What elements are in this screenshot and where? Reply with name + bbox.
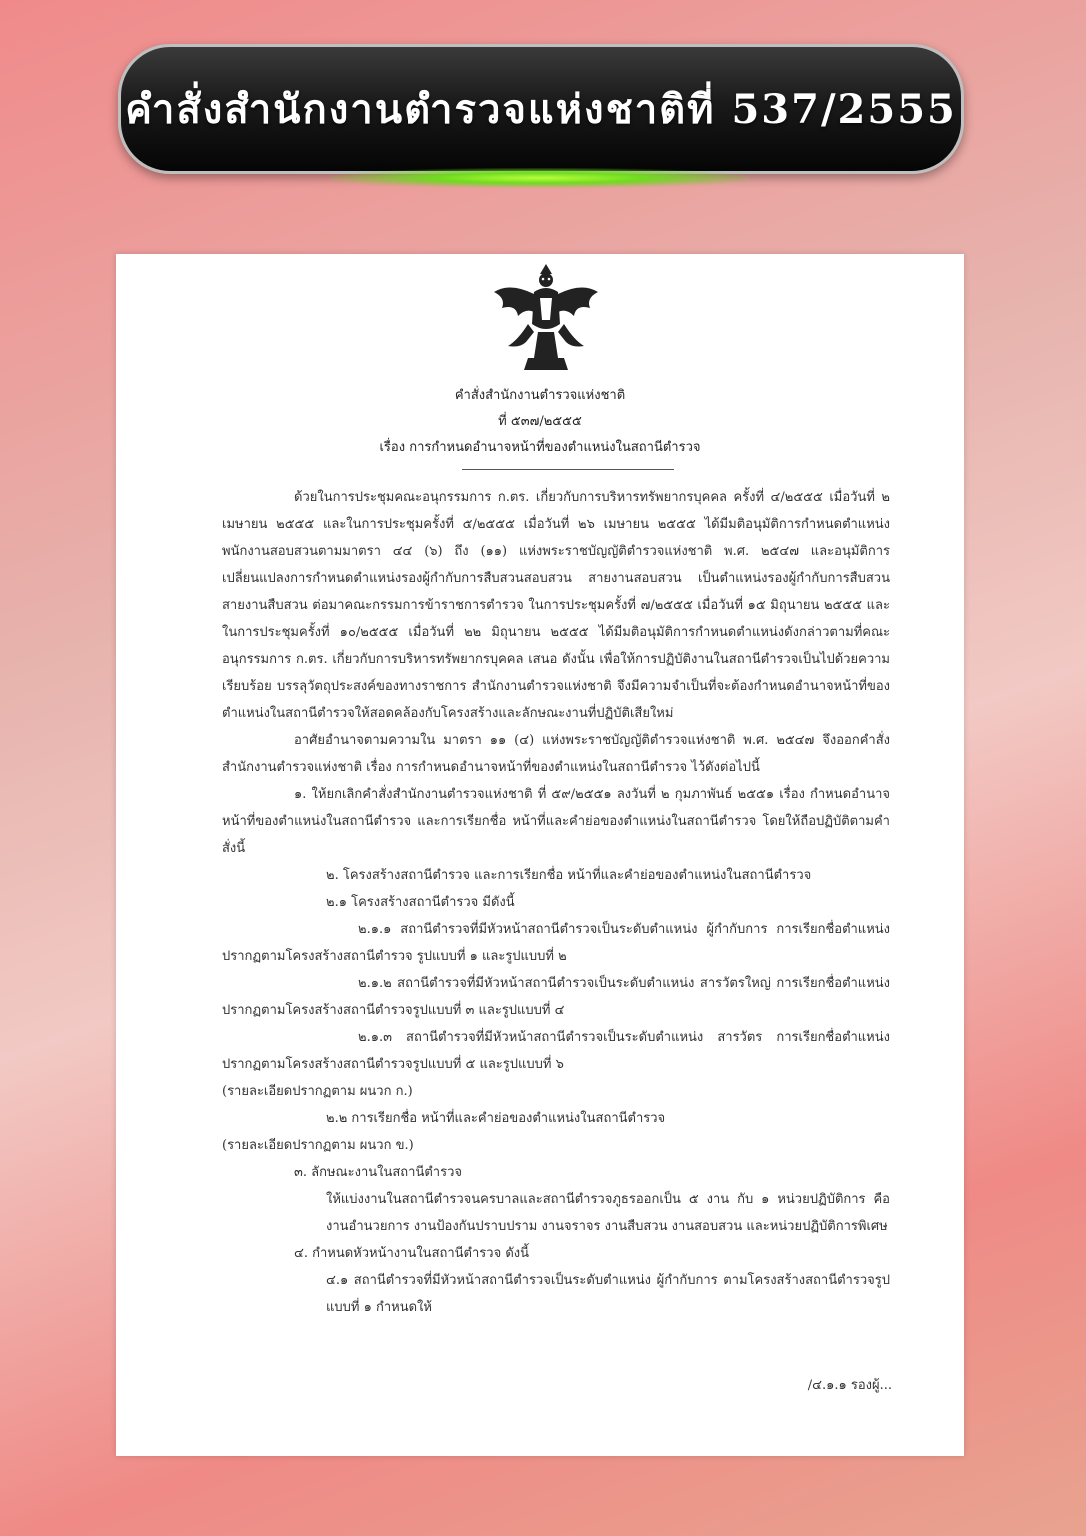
title-glow-decoration [330, 168, 750, 188]
paragraph: ด้วยในการประชุมคณะอนุกรรมการ ก.ตร. เกี่ยวกับการบริหารทรัพยากรบุคคล ครั้งที่ ๔/๒๕๕๕ เมื่อวันที่ ๒ เมษายน ๒๕๕๕ และในการประชุมครั้งที่ ๕/๒๕๕๕ เมื่อวันที่ ๒๖ เมษายน ๒๕๕๕ ได้มีมติอนุมัติการกำหนดตำแหน่งพนักงานสอบสวนตามมาตรา ๔๔ (๖) ถึง (๑๑) แห่งพระราชบัญญัติตำรวจแห่งชาติ พ.ศ. ๒๕๔๗ และอนุมัติการเปลี่ยนแปลงการกำหนดตำแหน่งรองผู้กำกับการสืบสวนสอบสวน สายงานสอบสวน เป็นตำแหน่งรองผู้กำกับการสืบสวน สายงานสืบสวน ต่อมาคณะกรรมการข้าราชการตำรวจ ในการประชุมครั้งที่ ๗/๒๕๕๕ เมื่อวันที่ ๑๕ มิถุนายน ๒๕๕๕ และในการประชุมครั้งที่ ๑๐/๒๕๕๕ เมื่อวันที่ ๒๒ มิถุนายน ๒๕๕๕ ได้มีมติอนุมัติการกำหนดตำแหน่งดังกล่าวตามที่คณะอนุกรรมการ ก.ตร. เกี่ยวกับการบริหารทรัพยากรบุคคล เสนอ ดังนั้น เพื่อให้การปฏิบัติงานในสถานีตำรวจเป็นไปด้วยความเรียบร้อย บรรลุวัตถุประสงค์ของทางราชการ สำนักงานตำรวจแห่งชาติ จึงมีความจำเป็นที่จะต้องกำหนดอำนาจหน้าที่ของตำแหน่งในสถานีตำรวจให้สอดคล้องกับโครงสร้างและลักษณะงานที่ปฏิบัติเสียใหม่ [222, 490, 890, 721]
paragraph: ๒.๑.๒ สถานีตำรวจที่มีหัวหน้าสถานีตำรวจเป็นระดับตำแหน่ง สารวัตรใหญ่ การเรียกชื่อตำแหน่งปรากฏตามโครงสร้างสถานีตำรวจรูปแบบที่ ๓ และรูปแบบที่ ๔ [222, 976, 890, 1018]
continuation-note: /๔.๑.๑ รองผู้... [807, 1378, 892, 1393]
header-divider [462, 469, 674, 470]
paragraph: ๑. ให้ยกเลิกคำสั่งสำนักงานตำรวจแห่งชาติ ที่ ๕๙/๒๕๕๑ ลงวันที่ ๒ กุมภาพันธ์ ๒๕๕๑ เรื่อง กำหนดอำนาจหน้าที่ของตำแหน่งในสถานีตำรวจ และการเรียกชื่อ หน้าที่และคำย่อของตำแหน่งในสถานีตำรวจ โดยให้ถือปฏิบัติตามคำสั่งนี้ [222, 787, 890, 856]
paragraph: ๒. โครงสร้างสถานีตำรวจ และการเรียกชื่อ หน้าที่และคำย่อของตำแหน่งในสถานีตำรวจ [326, 868, 812, 883]
paragraph: ๓. ลักษณะงานในสถานีตำรวจ [294, 1165, 463, 1180]
page-title: คำสั่งสำนักงานตำรวจแห่งชาติที่ 537/2555 [125, 86, 957, 133]
document-heading: คำสั่งสำนักงานตำรวจแห่งชาติ [454, 388, 626, 403]
paragraph: อาศัยอำนาจตามความใน มาตรา ๑๑ (๔) แห่งพระราชบัญญัติตำรวจแห่งชาติ พ.ศ. ๒๕๔๗ จึงออกคำสั่งสำนักงานตำรวจแห่งชาติ เรื่อง การกำหนดอำนาจหน้าที่ของตำแหน่งในสถานีตำรวจ ไว้ดังต่อไปนี้ [222, 733, 890, 775]
paragraph: (รายละเอียดปรากฏตาม ผนวก ก.) [222, 1084, 413, 1099]
paragraph: ให้แบ่งงานในสถานีตำรวจนครบาลและสถานีตำรวจภูธรออกเป็น ๕ งาน กับ ๑ หน่วยปฏิบัติการ คือ งานอำนวยการ งานป้องกันปราบปราม งานจราจร งานสืบสวน งานสอบสวน และหน่วยปฏิบัติการพิเศษ [326, 1192, 890, 1234]
document-subject: เรื่อง การกำหนดอำนาจหน้าที่ของตำแหน่งในสถานีตำรวจ [379, 440, 701, 455]
paragraph: ๒.๑.๑ สถานีตำรวจที่มีหัวหน้าสถานีตำรวจเป็นระดับตำแหน่ง ผู้กำกับการ การเรียกชื่อตำแหน่งปรากฏตามโครงสร้างสถานีตำรวจ รูปแบบที่ ๑ และรูปแบบที่ ๒ [222, 922, 890, 964]
garuda-emblem-icon [488, 262, 604, 374]
paragraph: ๔.๑ สถานีตำรวจที่มีหัวหน้าสถานีตำรวจเป็นระดับตำแหน่ง ผู้กำกับการ ตามโครงสร้างสถานีตำรวจรูปแบบที่ ๑ กำหนดให้ [326, 1273, 890, 1315]
paragraph: ๔. กำหนดหัวหน้างานในสถานีตำรวจ ดังนี้ [294, 1246, 530, 1261]
paragraph: ๒.๒ การเรียกชื่อ หน้าที่และคำย่อของตำแหน่งในสถานีตำรวจ [326, 1111, 666, 1126]
paragraph: ๒.๑ โครงสร้างสถานีตำรวจ มีดังนี้ [326, 895, 515, 910]
document-body [222, 484, 890, 1321]
title-banner [118, 44, 964, 174]
paragraph: (รายละเอียดปรากฏตาม ผนวก ข.) [222, 1138, 414, 1153]
document-page [116, 254, 964, 1456]
document-number: ที่ ๕๓๗/๒๕๕๕ [498, 414, 582, 429]
paragraph: ๒.๑.๓ สถานีตำรวจที่มีหัวหน้าสถานีตำรวจเป็นระดับตำแหน่ง สารวัตร การเรียกชื่อตำแหน่งปรากฏตามโครงสร้างสถานีตำรวจรูปแบบที่ ๕ และรูปแบบที่ ๖ [222, 1030, 890, 1072]
